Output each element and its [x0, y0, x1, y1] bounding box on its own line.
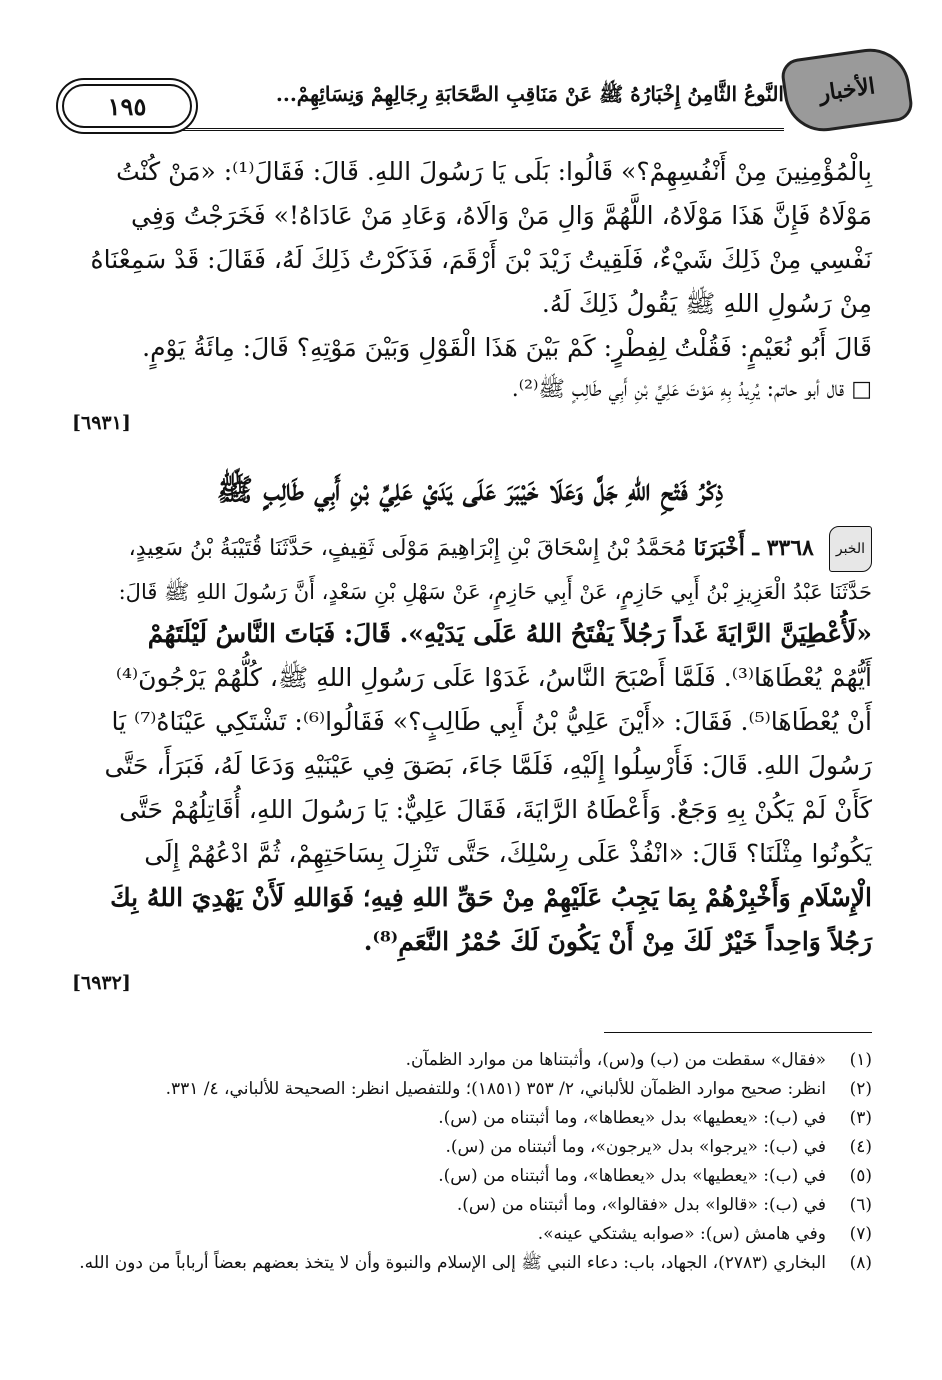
text-line: مِنْ رَسُولِ اللهِ ﷺ يَقُولُ ذَلِكَ لَهُ. — [541, 289, 872, 318]
section-badge: الأخبار — [779, 44, 914, 137]
text-line: الْإِسْلَامِ وَأَخْبِرْهُمْ بِمَا يَجِبُ عَلَيْهِمْ مِنْ حَقِّ اللهِ فِيهِ؛ فَوَاللهِ لَأَنْ يَهْدِيَ اللهُ بِكَ — [110, 883, 872, 912]
text-line: قَالَ أَبُو نُعَيْمٍ: فَقُلْتُ لِفِطْرٍ: كَمْ بَيْنَ هَذَا الْقَوْلِ وَبَيْنَ مَوْتِهِ؟ قَالَ: مِائَةُ يَوْمٍ. — [142, 333, 872, 362]
footnote — [72, 1249, 872, 1278]
footnote — [72, 1046, 872, 1075]
footnote — [72, 1133, 872, 1162]
text-line: كَأَنْ لَمْ يَكُنْ بِهِ وَجَعٌ. وَأَعْطَاهُ الرَّايَةَ، فَقَالَ عَلِيٌّ: يَا رَسُولَ اللهِ، أُقَاتِلُهُمْ حَتَّى — [119, 795, 872, 824]
paragraph-3 — [180, 368, 872, 412]
footnote-text: في (ب): «قالوا» بدل «فقالوا»، وما أثبتناه من (س). — [456, 1195, 826, 1215]
footnote-text: «فقال» سقطت من (ب) و(س)، وأثبتناها من موارد الظمآن. — [405, 1050, 826, 1070]
hadith-number: ٣٣٦٨ ـ أَخْبَرَنَا — [693, 535, 814, 561]
footnote — [72, 1104, 872, 1133]
text-line: «لَأُعْطِيَنَّ الرَّايَةَ غَداً رَجُلاً يَفْتَحُ اللهُ عَلَى يَدَيْهِ». قَالَ: فَبَاتَ النَّاسُ لَيْلَتَهُمْ — [147, 619, 872, 648]
text-line: رَجُلاً وَاحِداً خَيْرٌ لَكَ مِنْ أَنْ يَكُونَ لَكَ حُمْرُ النَّعَمِ⁽⁸⁾. — [363, 927, 872, 956]
paragraph-1 — [72, 150, 872, 326]
footnote-number: (٢) — [849, 1079, 872, 1099]
footnotes — [72, 1046, 872, 1278]
text-line: □ قال أبو حاتم: يُرِيدُ بِهِ مَوْتَ عَلِيِّ بْنِ أَبِي طَالِبٍ ﷺ⁽²⁾. — [511, 377, 872, 402]
footnote — [72, 1191, 872, 1220]
footnote-number: (٨) — [849, 1253, 872, 1273]
text-line: حَدَّثَنَا عَبْدُ الْعَزِيزِ بْنُ أَبِي حَازِمٍ، عَنْ أَبِي حَازِمٍ، عَنْ سَهْلِ بْنِ سَعْدٍ، أَنَّ رَسُولَ اللهِ ﷺ قَالَ: — [118, 580, 872, 604]
text-line: نَفْسِي مِنْ ذَلِكَ شَيْءٌ، فَلَقِيتُ زَيْدَ بْنَ أَرْقَمَ، فَذَكَرْتُ ذَلِكَ لَهُ، فَقَالَ: قَدْ سَمِعْنَاهُ — [90, 245, 872, 274]
footnote-text: في (ب): «يعطيها» بدل «يعطاها»، وما أثبتناه من (س). — [438, 1108, 826, 1128]
hadith-text — [72, 526, 872, 964]
text-line: أَيُّهُمْ يُعْطَاهَا⁽³⁾. فَلَمَّا أَصْبَحَ النَّاسُ، غَدَوْا عَلَى رَسُولِ اللهِ ﷺ، كُلُّهُمْ يَرْجُونَ⁽⁴⁾ — [115, 663, 872, 692]
footnote-number: (٥) — [849, 1166, 872, 1186]
text-line: بِالْمُؤْمِنِينَ مِنْ أَنْفُسِهِمْ؟» قَالُوا: بَلَى يَا رَسُولَ اللهِ. قَالَ: فَقَالَ⁽¹⁾: «مَنْ كُنْتُ — [116, 157, 872, 186]
running-title: النَّوعُ الثَّامِنُ إِخْبَارُهُ ﷺ عَنْ مَنَاقِبِ الصَّحَابَةِ رِجَالِهِمْ وَنِسَائِهِمْ... — [275, 82, 784, 106]
footnote-text: انظر: صحيح موارد الظمآن للألباني، ٢/ ٣٥٣ (١٨٥١)؛ وللتفصيل انظر: الصحيحة للألباني، ٤/ ٣٣١. — [165, 1079, 826, 1099]
text-line: أَنْ يُعْطَاهَا⁽⁵⁾. فَقَالَ: «أَيْنَ عَلِيُّ بْنُ أَبِي طَالِبٍ؟» فَقَالُوا⁽⁶⁾: تَشْتَكِي عَيْنَاهُ⁽⁷⁾ يَا — [111, 707, 872, 736]
text-line: رَسُولَ اللهِ. قَالَ: فَأَرْسِلُوا إِلَيْهِ، فَلَمَّا جَاءَ، بَصَقَ فِي عَيْنَيْهِ وَدَعَا لَهُ، فَبَرَأَ، حَتَّى — [104, 751, 872, 780]
footnote-rule — [604, 1032, 872, 1033]
news-tag: الخبر — [829, 526, 872, 572]
footnote-text: في (ب): «يرجوا» بدل «يرجون»، وما أثبتناه من (س). — [445, 1137, 826, 1157]
footnote-text: في (ب): «يعطيها» بدل «يعطاها»، وما أثبتناه من (س). — [438, 1166, 826, 1186]
footnote — [72, 1220, 872, 1249]
section-title: ذِكْرُ فَتْحِ اللهِ جَلَّ وَعَلَا خَيْبَرَ عَلَى يَدَيْ عَلِيِّ بْنِ أَبِي طَالِبٍ ﷺ — [216, 473, 724, 508]
header-rule — [80, 128, 784, 131]
hadith-reference: [٦٩٣٢] — [72, 972, 131, 994]
paragraph-2 — [72, 326, 872, 370]
footnote-number: (١) — [849, 1050, 872, 1070]
text-line — [72, 526, 872, 572]
footnote-number: (٦) — [849, 1195, 872, 1215]
footnote — [72, 1075, 872, 1104]
isnad-text: مُحَمَّدُ بْنُ إِسْحَاقَ بْنِ إِبْرَاهِيمَ مَوْلَى ثَقِيفٍ، حَدَّثَنَا قُتَيْبَةُ بْنُ سَعِيدٍ، — [128, 536, 687, 561]
text-line: مَوْلَاهُ فَإِنَّ هَذَا مَوْلَاهُ، اللَّهُمَّ وَالِ مَنْ وَالَاهُ، وَعَادِ مَنْ عَادَاهُ!» فَخَرَجْتُ وَفِي — [131, 201, 872, 230]
hadith-reference: [٦٩٣١] — [72, 412, 131, 434]
text-line: يَكُونُوا مِثْلَنَا؟ قَالَ: «انْفُذْ عَلَى رِسْلِكَ، حَتَّى تَنْزِلَ بِسَاحَتِهِمْ، ثُمَّ ادْعُهُمْ إِلَى — [144, 839, 872, 868]
footnote-number: (٤) — [849, 1137, 872, 1157]
footnote-text: وفي هامش (س): «صوابه يشتكي عينه». — [537, 1224, 826, 1244]
page-number: ١٩٥ — [62, 84, 192, 128]
footnote-number: (٧) — [849, 1224, 872, 1244]
footnote — [72, 1162, 872, 1191]
footnote-text: البخاري (٢٧٨٣)، الجهاد، باب: دعاء النبي ﷺ إلى الإسلام والنبوة وأن لا يتخذ بعضهم بعضاً أرباباً من دون الله. — [79, 1253, 826, 1273]
footnote-number: (٣) — [849, 1108, 872, 1128]
